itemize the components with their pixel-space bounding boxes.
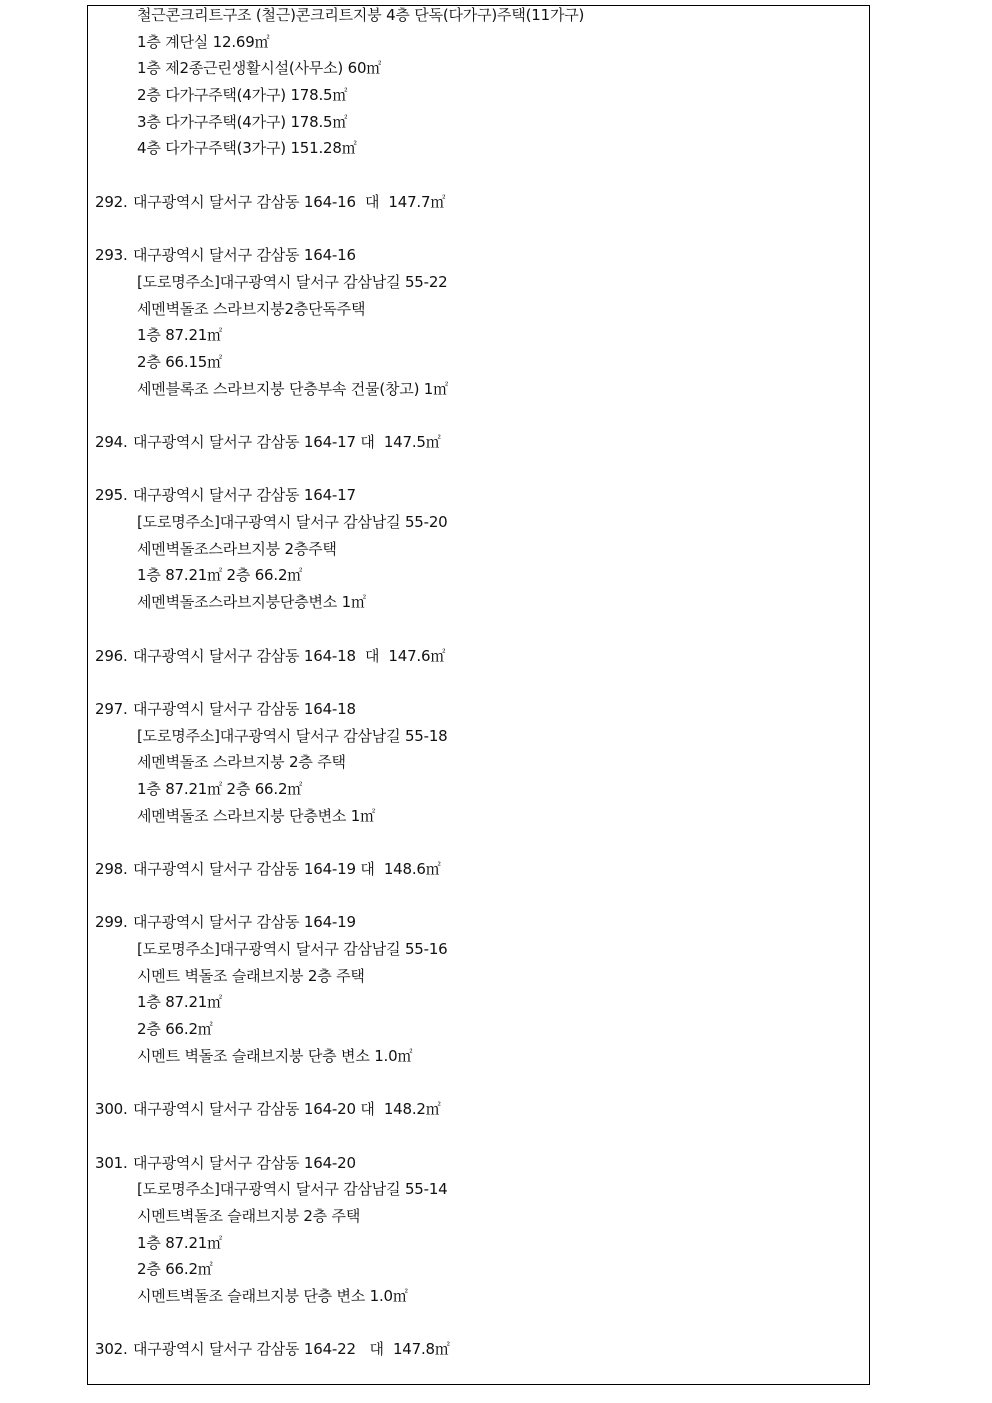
entry-number: 297. (95, 699, 128, 718)
entry-address: 대구광역시 달서구 감삼동 164-22 대 147.8㎡ (133, 1340, 450, 1359)
entry-head (95, 856, 865, 883)
spacer (95, 829, 865, 856)
entry-detail: 1층 87.21㎡ 2층 66.2㎡ (137, 566, 303, 585)
entry-detail: 2층 66.2㎡ (137, 1260, 213, 1279)
spacer (95, 669, 865, 696)
spacer (95, 1123, 865, 1150)
spacer (95, 456, 865, 483)
entry-head (95, 1336, 865, 1363)
spacer (95, 402, 865, 429)
entry-address: 대구광역시 달서구 감삼동 164-19 대 148.6㎡ (133, 860, 441, 878)
entry-address: 대구광역시 달서구 감삼동 164-18 대 147.6㎡ (133, 646, 446, 665)
entry-head (95, 429, 865, 456)
entry-address: 대구광역시 달서구 감삼동 164-16 (133, 246, 356, 265)
entry-address: 대구광역시 달서구 감삼동 164-19 (133, 913, 356, 932)
entry-detail: [도로명주소]대구광역시 달서구 감삼남길 55-16 (137, 940, 448, 959)
entry-address: 대구광역시 달서구 감삼동 164-17 (133, 486, 356, 505)
entry-detail: 2층 66.15㎡ (137, 352, 222, 371)
entry-number: 299. (95, 913, 128, 932)
entry-number: 302. (95, 1340, 128, 1359)
intro-line: 1층 제2종근린생활시설(사무소) 60㎡ (137, 59, 382, 78)
intro-line: 철근콘크리트구조 (철근)콘크리트지붕 4층 단독(다가구)주택(11가구) (137, 6, 585, 24)
entry-detail: [도로명주소]대구광역시 달서구 감삼남길 55-18 (137, 726, 448, 745)
entry-detail: 세멘벽돌조 스라브지붕2층단독주택 (137, 299, 366, 318)
entry-detail: [도로명주소]대구광역시 달서구 감삼남길 55-20 (137, 513, 448, 532)
entry-head (95, 696, 865, 723)
entry-detail: 세멘벽돌조 스라브지붕 단층변소 1㎡ (137, 806, 375, 825)
entry-detail: 세멘벽돌조스라브지붕단층변소 1㎡ (137, 593, 366, 612)
entry-detail: [도로명주소]대구광역시 달서구 감삼남길 55-22 (137, 272, 448, 291)
entry-number: 300. (95, 1100, 128, 1119)
entry-detail: 시멘트 벽돌조 슬래브지붕 2층 주택 (137, 966, 365, 985)
entry-detail: 1층 87.21㎡ (137, 993, 222, 1012)
entry-detail: 1층 87.21㎡ (137, 326, 222, 345)
spacer (95, 616, 865, 643)
spacer (95, 1310, 865, 1337)
entry-detail: 세멘벽돌조스라브지붕 2층주택 (137, 539, 337, 558)
entry-number: 295. (95, 486, 128, 505)
intro-line: 3층 다가구주택(4가구) 178.5㎡ (137, 112, 348, 131)
entry-detail: [도로명주소]대구광역시 달서구 감삼남길 55-14 (137, 1180, 448, 1199)
entry-address: 대구광역시 달서구 감삼동 164-18 (133, 699, 356, 718)
entry-detail: 세멘벽돌조 스라브지붕 2층 주택 (137, 753, 346, 772)
entry-head (95, 1096, 865, 1123)
entry-number: 301. (95, 1153, 128, 1172)
spacer (95, 162, 865, 189)
entry-number: 292. (95, 192, 128, 211)
entry-head (95, 1150, 865, 1177)
entry-head (95, 643, 865, 670)
spacer (95, 883, 865, 910)
entry-number: 298. (95, 860, 128, 878)
entry-head (95, 242, 865, 269)
entry-head (95, 909, 865, 936)
spacer (95, 216, 865, 243)
entry-head (95, 482, 865, 509)
entry-detail: 시멘트벽돌조 슬래브지붕 2층 주택 (137, 1206, 361, 1225)
intro-line: 4층 다가구주택(3가구) 151.28㎡ (137, 139, 357, 158)
entry-number: 296. (95, 646, 128, 665)
entry-detail: 1층 87.21㎡ 2층 66.2㎡ (137, 779, 303, 798)
intro-line: 1층 계단실 12.69㎡ (137, 32, 270, 51)
entry-detail: 세멘블록조 스라브지붕 단층부속 건물(창고) 1㎡ (137, 379, 448, 398)
entry-detail: 1층 87.21㎡ (137, 1233, 222, 1252)
entry-head (95, 189, 865, 216)
property-list (95, 2, 865, 1363)
entry-number: 294. (95, 433, 128, 451)
entry-number: 293. (95, 246, 128, 265)
entry-detail: 시멘트벽돌조 슬래브지붕 단층 변소 1.0㎡ (137, 1287, 408, 1305)
intro-line: 2층 다가구주택(4가구) 178.5㎡ (137, 86, 348, 105)
entry-address: 대구광역시 달서구 감삼동 164-20 (133, 1153, 356, 1172)
entry-address: 대구광역시 달서구 감삼동 164-20 대 148.2㎡ (133, 1100, 441, 1119)
entry-address: 대구광역시 달서구 감삼동 164-16 대 147.7㎡ (133, 192, 446, 211)
entry-address: 대구광역시 달서구 감삼동 164-17 대 147.5㎡ (133, 433, 441, 451)
spacer (95, 1070, 865, 1097)
entry-detail: 시멘트 벽돌조 슬래브지붕 단층 변소 1.0㎡ (137, 1046, 413, 1065)
entry-detail: 2층 66.2㎡ (137, 1020, 213, 1039)
